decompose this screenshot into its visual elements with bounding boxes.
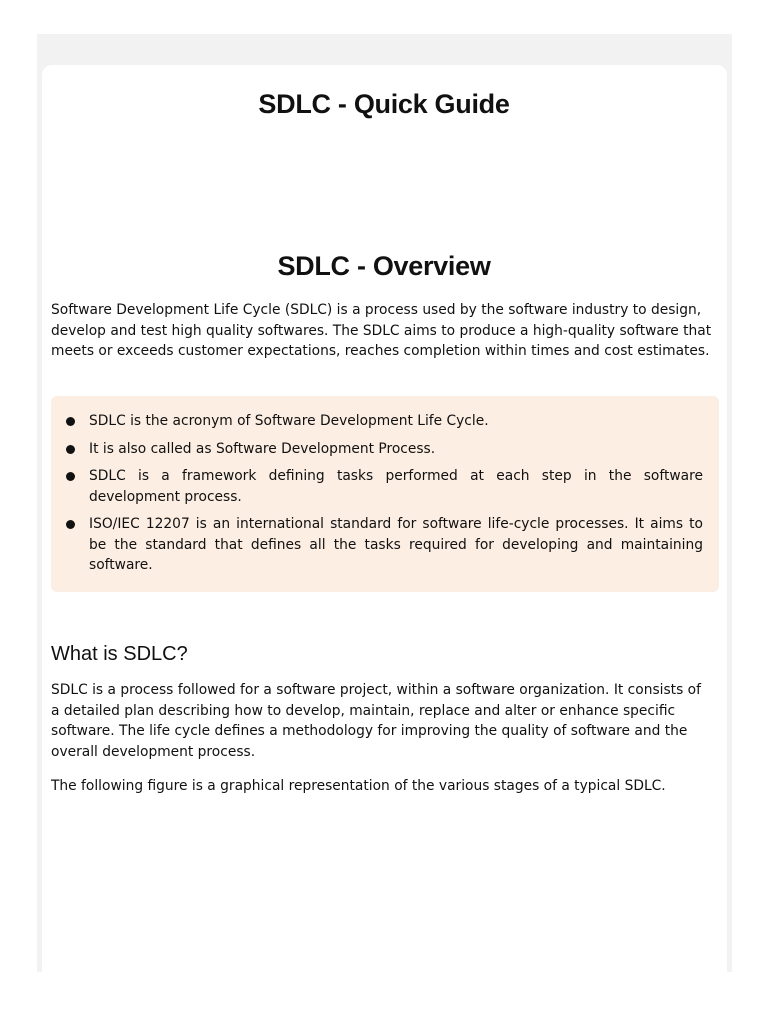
subheading-what-is-sdlc: What is SDLC? [51,643,188,665]
list-item [89,466,703,507]
section-heading-overview: SDLC - Overview [277,251,491,281]
bullet-icon [66,417,75,426]
bullet-icon [66,520,75,529]
key-points-callout [51,396,719,592]
figure-intro-paragraph: The following figure is a graphical representation of the various stages of a typical SDLC. [51,778,666,794]
what-is-sdlc-paragraph: SDLC is a process followed for a software project, within a software organization. It consists of a detailed plan describing how to develop, maintain, replace and alter or enhance specific software. The life cycle defines a methodology for improving the quality of software and the overall development process. [51,682,701,760]
intro-paragraph: Software Development Life Cycle (SDLC) is a process used by the software industry to design, develop and test high quality softwares. The SDLC aims to produce a high-quality software that meets or exceeds customer expectations, reaches completion within times and cost estimates. [51,302,712,359]
list-item-text: It is also called as Software Development Process. [89,441,436,457]
bullet-icon [66,472,75,481]
page-title: SDLC - Quick Guide [258,89,510,119]
list-item-text: SDLC is the acronym of Software Development Life Cycle. [89,413,489,429]
list-item-text: SDLC is a framework defining tasks performed at each step in the software development process. [89,468,703,505]
list-item [89,514,703,576]
list-item-text: ISO/IEC 12207 is an international standard for software life-cycle processes. It aims to be the standard that defines all the tasks required for developing and maintaining software. [89,516,703,573]
list-item [89,439,703,460]
list-item [89,411,703,432]
bullet-icon [66,445,75,454]
